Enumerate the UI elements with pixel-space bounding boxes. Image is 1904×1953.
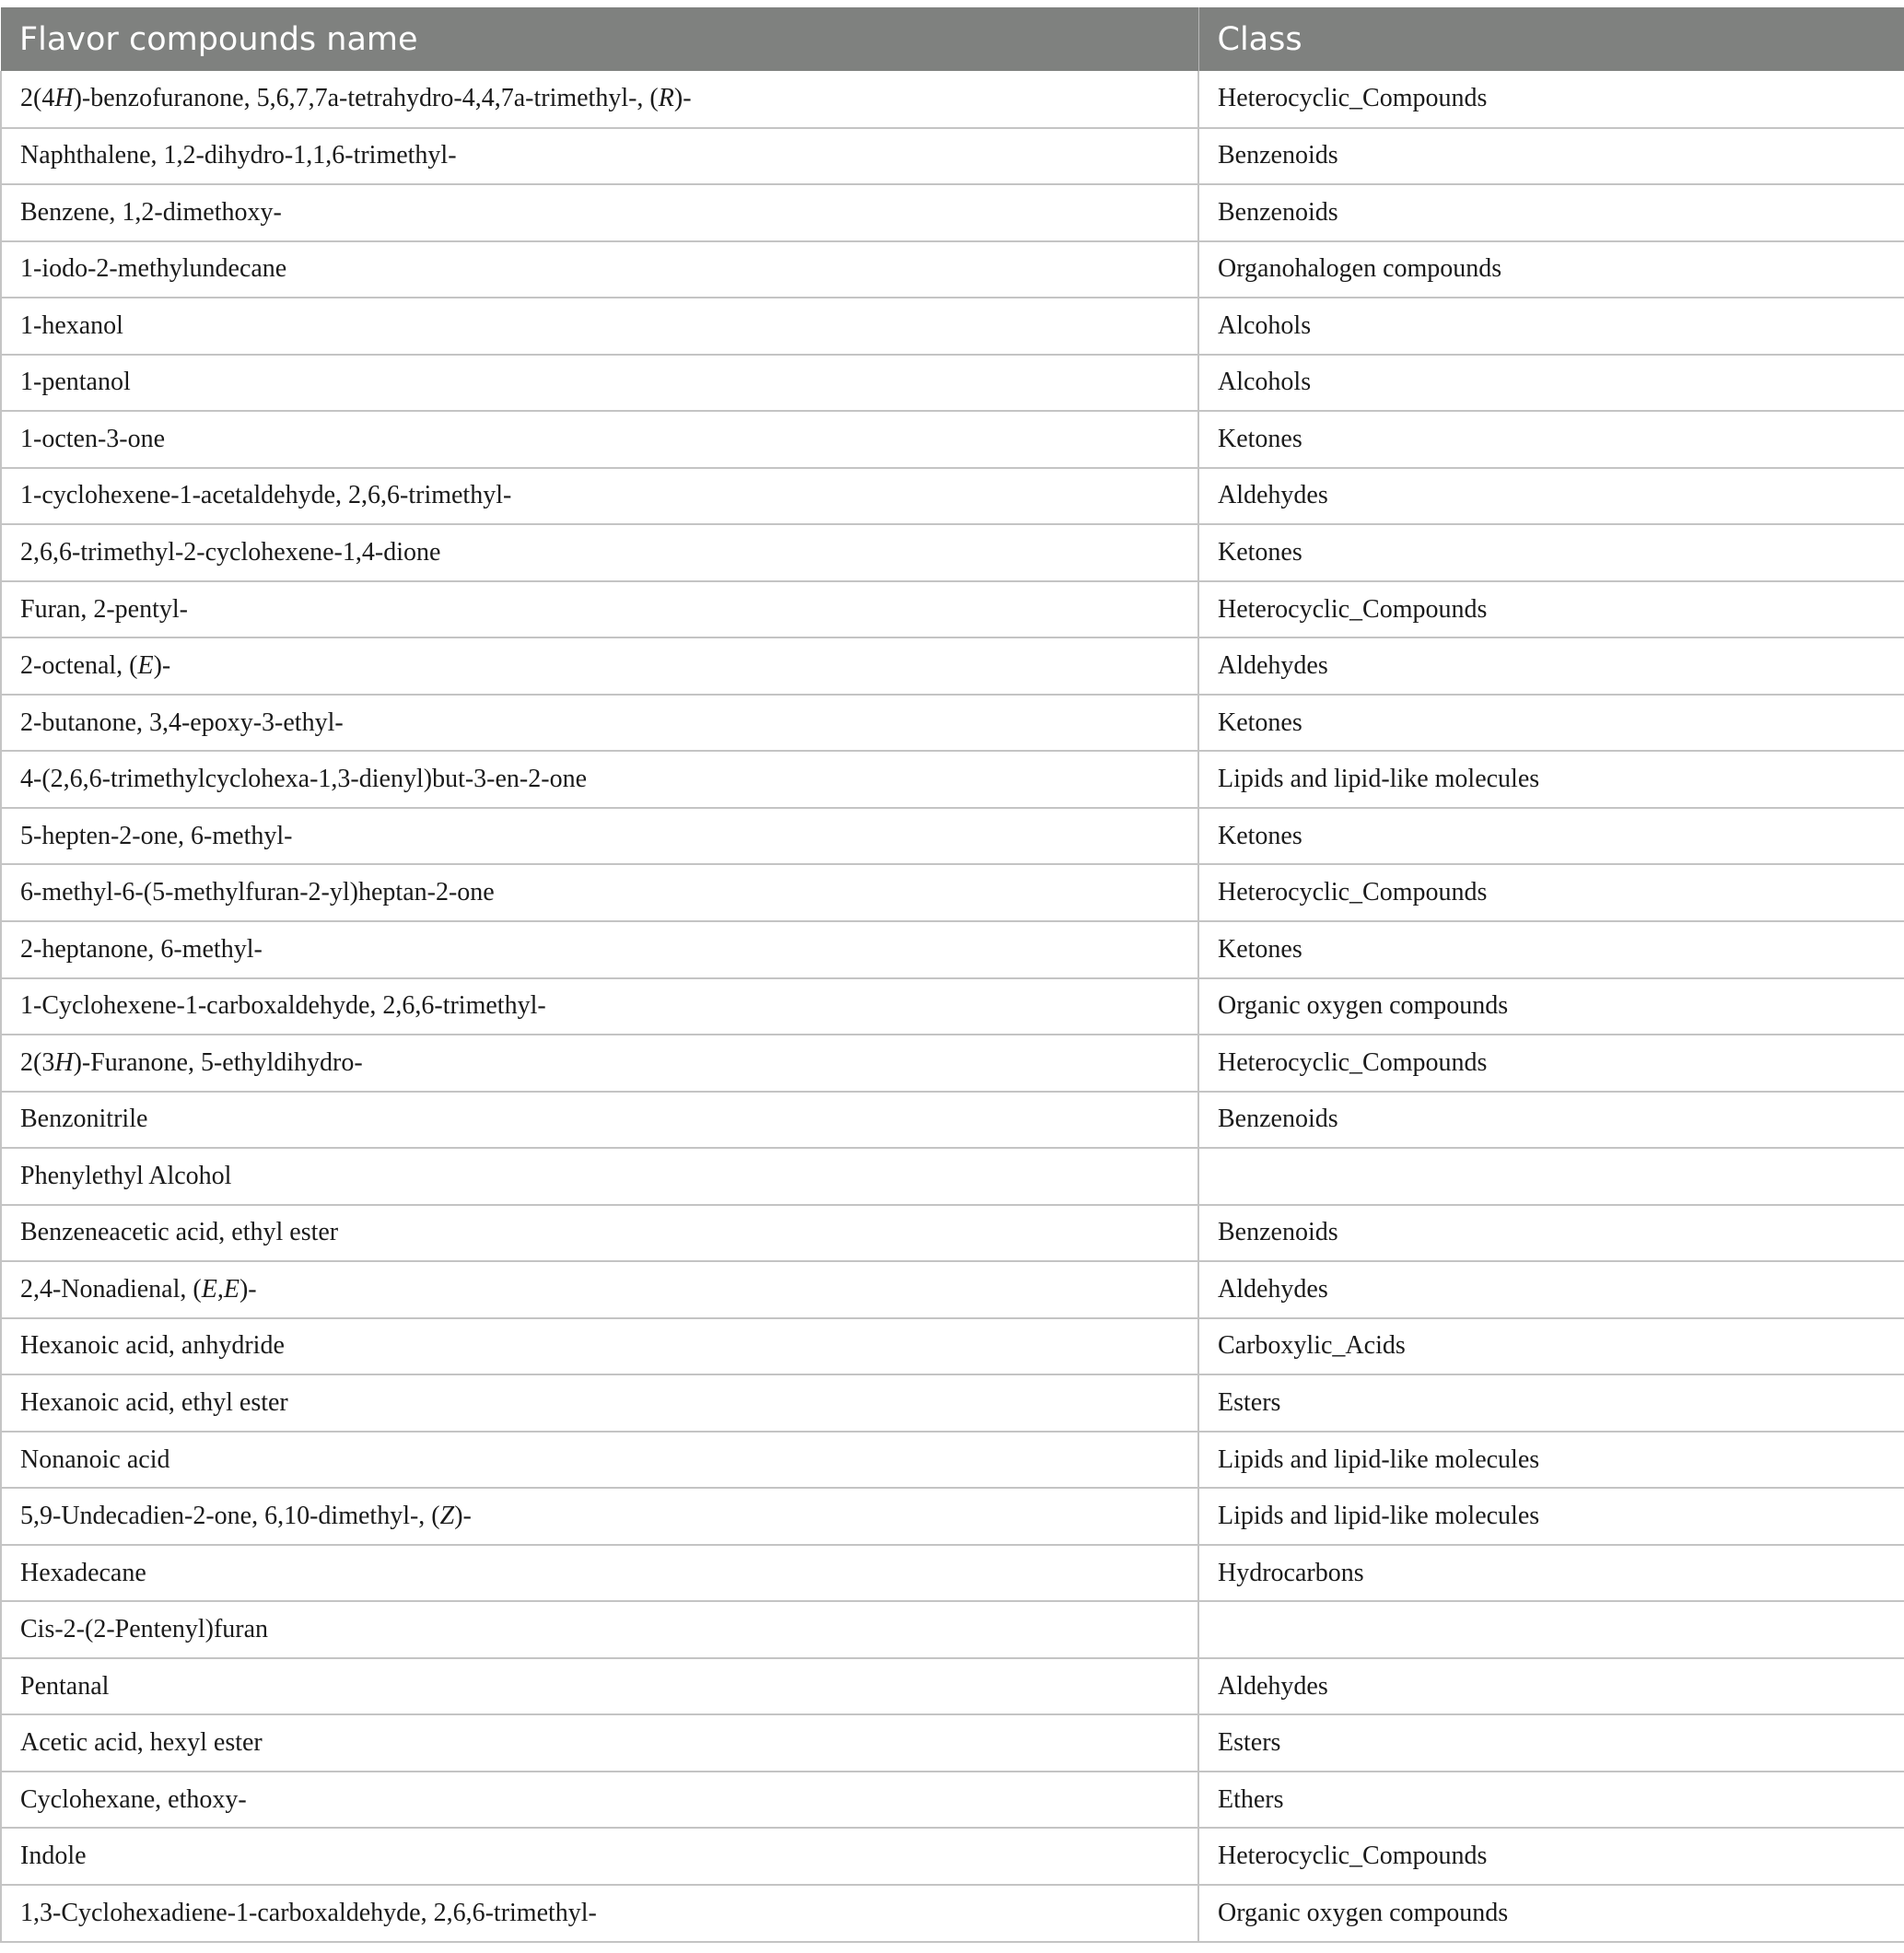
compound-name-cell [1, 1828, 1198, 1885]
compound-name-cell [1, 468, 1198, 525]
compound-name-cell [1, 1601, 1198, 1658]
compound-class-cell: Aldehydes [1198, 1658, 1904, 1715]
text-segment: )- [153, 651, 171, 681]
compound-class-cell: Benzenoids [1198, 1092, 1904, 1149]
text-segment: Naphthalene, 1,2-dihydro-1,1,6-trimethyl- [20, 141, 457, 170]
compound-name-cell [1, 1714, 1198, 1772]
compound-class-cell: Benzenoids [1198, 1205, 1904, 1262]
table-row [1, 864, 1904, 921]
compound-class-cell: Hydrocarbons [1198, 1545, 1904, 1602]
table-row [1, 184, 1904, 241]
text-segment: 1-Cyclohexene-1-carboxaldehyde, 2,6,6-trimethyl- [20, 991, 546, 1021]
compound-class-cell: Heterocyclic_Compounds [1198, 581, 1904, 638]
table-row [1, 355, 1904, 412]
text-segment: 1,3-Cyclohexadiene-1-carboxaldehyde, 2,6,6-trimethyl- [20, 1899, 597, 1927]
text-segment: Phenylethyl Alcohol [20, 1161, 232, 1190]
table-row [1, 978, 1904, 1035]
text-segment: )-Furanone, 5-ethyldihydro- [73, 1047, 363, 1077]
compound-class-cell [1198, 1148, 1904, 1205]
compound-class-cell: Heterocyclic_Compounds [1198, 864, 1904, 921]
text-segment: Hexadecane [20, 1558, 146, 1587]
text-segment: Acetic acid, hexyl ester [20, 1728, 263, 1758]
italic-text-segment: H [54, 1047, 74, 1077]
text-segment: 2(3 [20, 1047, 55, 1077]
text-segment: Hexanoic acid, anhydride [20, 1331, 285, 1361]
table-row [1, 1828, 1904, 1885]
table-body [1, 71, 1904, 1942]
compound-name-cell [1, 1432, 1198, 1489]
text-segment: 1-pentanol [20, 368, 131, 397]
text-segment: 2,4-Nonadienal, ( [20, 1274, 202, 1304]
header-compound-name: Flavor compounds name [1, 7, 1198, 71]
text-segment: Benzeneacetic acid, ethyl ester [20, 1218, 339, 1247]
text-segment: Hexanoic acid, ethyl ester [20, 1387, 288, 1417]
compound-class-cell: Organic oxygen compounds [1198, 978, 1904, 1035]
compound-name-cell [1, 71, 1198, 128]
compound-class-cell: Benzenoids [1198, 128, 1904, 185]
compound-name-cell [1, 751, 1198, 808]
compound-name-cell [1, 637, 1198, 695]
compound-class-cell: Ketones [1198, 695, 1904, 752]
compound-name-cell [1, 864, 1198, 921]
table-row [1, 241, 1904, 298]
table-row [1, 921, 1904, 978]
table-row [1, 637, 1904, 695]
table-row [1, 695, 1904, 752]
compound-name-cell [1, 128, 1198, 185]
compound-name-cell [1, 1545, 1198, 1602]
compound-name-cell [1, 241, 1198, 298]
text-segment: Cyclohexane, ethoxy- [20, 1784, 247, 1814]
compound-class-cell: Ketones [1198, 411, 1904, 468]
text-segment: 5,9-Undecadien-2-one, 6,10-dimethyl-, ( [20, 1502, 440, 1531]
compound-name-cell [1, 1092, 1198, 1149]
table-row [1, 808, 1904, 865]
compound-name-cell [1, 298, 1198, 355]
text-segment: 2,6,6-trimethyl-2-cyclohexene-1,4-dione [20, 538, 441, 567]
text-segment: Indole [20, 1842, 87, 1871]
italic-text-segment: E [137, 651, 154, 681]
table-row [1, 468, 1904, 525]
compound-name-cell [1, 184, 1198, 241]
table-row [1, 1714, 1904, 1772]
flavor-compounds-table [0, 7, 1904, 1943]
text-segment: 5-hepten-2-one, 6-methyl- [20, 821, 293, 850]
text-segment: )- [454, 1502, 472, 1531]
compound-class-cell: Alcohols [1198, 355, 1904, 412]
text-segment: Pentanal [20, 1671, 110, 1701]
text-segment: 1-cyclohexene-1-acetaldehyde, 2,6,6-trimethyl- [20, 481, 512, 510]
text-segment: 2-octenal, ( [20, 651, 138, 681]
table-row [1, 1092, 1904, 1149]
table-row [1, 1885, 1904, 1942]
italic-text-segment: R [658, 84, 674, 113]
compound-class-cell [1198, 1601, 1904, 1658]
compound-class-cell: Ketones [1198, 524, 1904, 581]
table-row [1, 1772, 1904, 1829]
text-segment: Benzonitrile [20, 1105, 148, 1134]
compound-class-cell: Lipids and lipid-like molecules [1198, 751, 1904, 808]
compound-class-cell: Alcohols [1198, 298, 1904, 355]
italic-text-segment: E [223, 1274, 239, 1304]
compound-class-cell: Aldehydes [1198, 637, 1904, 695]
compound-name-cell [1, 921, 1198, 978]
text-segment: Nonanoic acid [20, 1444, 170, 1474]
table-row [1, 1318, 1904, 1375]
compound-class-cell: Ketones [1198, 808, 1904, 865]
text-segment: Furan, 2-pentyl- [20, 594, 188, 624]
compound-name-cell [1, 978, 1198, 1035]
text-segment: 4-(2,6,6-trimethylcyclohexa-1,3-dienyl)but-3-en-2-one [20, 765, 588, 794]
compound-name-cell [1, 695, 1198, 752]
compound-class-cell: Esters [1198, 1714, 1904, 1772]
text-segment: 1-octen-3-one [20, 424, 166, 453]
table-row [1, 751, 1904, 808]
text-segment: )-benzofuranone, 5,6,7,7a-tetrahydro-4,4,7a-trimethyl-, ( [73, 84, 659, 113]
compound-name-cell [1, 1035, 1198, 1092]
header-class: Class [1198, 7, 1904, 71]
compound-name-cell [1, 581, 1198, 638]
compound-class-cell: Heterocyclic_Compounds [1198, 1035, 1904, 1092]
text-segment: Cis-2-(2-Pentenyl)furan [20, 1615, 269, 1644]
table-row [1, 1601, 1904, 1658]
compound-class-cell: Lipids and lipid-like molecules [1198, 1488, 1904, 1545]
compound-class-cell: Esters [1198, 1374, 1904, 1432]
compound-table-container [0, 7, 1904, 1943]
text-segment: 6-methyl-6-(5-methylfuran-2-yl)heptan-2-one [20, 878, 495, 907]
compound-name-cell [1, 1261, 1198, 1318]
compound-class-cell: Aldehydes [1198, 468, 1904, 525]
compound-class-cell: Heterocyclic_Compounds [1198, 1828, 1904, 1885]
compound-class-cell: Ketones [1198, 921, 1904, 978]
compound-name-cell [1, 1885, 1198, 1942]
compound-class-cell: Organohalogen compounds [1198, 241, 1904, 298]
compound-class-cell: Lipids and lipid-like molecules [1198, 1432, 1904, 1489]
compound-name-cell [1, 1772, 1198, 1829]
compound-class-cell: Ethers [1198, 1772, 1904, 1829]
compound-name-cell [1, 1658, 1198, 1715]
compound-name-cell [1, 808, 1198, 865]
text-segment: 1-iodo-2-methylundecane [20, 254, 287, 284]
table-row [1, 1658, 1904, 1715]
text-segment: 2-butanone, 3,4-epoxy-3-ethyl- [20, 708, 344, 737]
table-row [1, 411, 1904, 468]
compound-name-cell [1, 1318, 1198, 1375]
compound-name-cell [1, 1148, 1198, 1205]
table-row [1, 1261, 1904, 1318]
table-row [1, 1545, 1904, 1602]
text-segment: , [216, 1274, 224, 1304]
compound-class-cell: Aldehydes [1198, 1261, 1904, 1318]
table-header-row [1, 7, 1904, 71]
text-segment: 2-heptanone, 6-methyl- [20, 934, 263, 964]
compound-name-cell [1, 355, 1198, 412]
compound-name-cell [1, 524, 1198, 581]
compound-class-cell: Heterocyclic_Compounds [1198, 71, 1904, 128]
italic-text-segment: E [201, 1274, 217, 1304]
table-row [1, 524, 1904, 581]
compound-name-cell [1, 411, 1198, 468]
table-row [1, 581, 1904, 638]
table-row [1, 1488, 1904, 1545]
text-segment: 1-hexanol [20, 310, 123, 340]
compound-name-cell [1, 1205, 1198, 1262]
compound-name-cell [1, 1374, 1198, 1432]
table-row [1, 1374, 1904, 1432]
text-segment: 2(4 [20, 84, 55, 113]
table-row [1, 1035, 1904, 1092]
text-segment: Benzene, 1,2-dimethoxy- [20, 197, 282, 227]
italic-text-segment: Z [439, 1502, 455, 1531]
table-row [1, 1205, 1904, 1262]
italic-text-segment: H [54, 84, 74, 113]
table-row [1, 1432, 1904, 1489]
text-segment: )- [673, 84, 692, 113]
text-segment: )- [239, 1274, 257, 1304]
compound-class-cell: Organic oxygen compounds [1198, 1885, 1904, 1942]
compound-class-cell: Benzenoids [1198, 184, 1904, 241]
compound-class-cell: Carboxylic_Acids [1198, 1318, 1904, 1375]
table-row [1, 71, 1904, 128]
compound-name-cell [1, 1488, 1198, 1545]
table-row [1, 1148, 1904, 1205]
table-row [1, 298, 1904, 355]
table-row [1, 128, 1904, 185]
